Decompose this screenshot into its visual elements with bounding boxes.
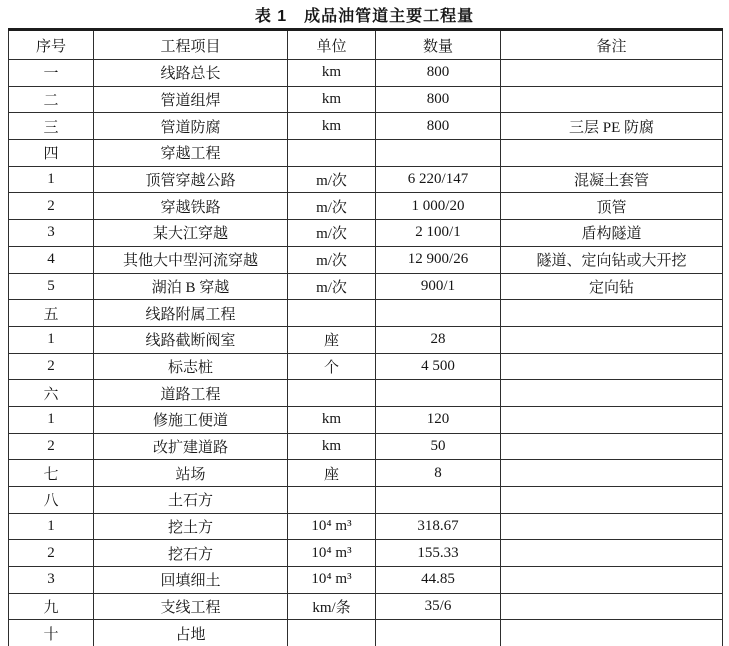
cell-qty: 120 — [376, 406, 501, 433]
table-row — [9, 326, 723, 353]
cell-note — [501, 406, 723, 433]
cell-unit — [288, 140, 376, 167]
cell-seq: 一 — [9, 60, 94, 87]
cell-unit: km — [288, 113, 376, 140]
cell-qty: 2 100/1 — [376, 220, 501, 247]
cell-unit: 个 — [288, 353, 376, 380]
engineering-quantities-table — [8, 28, 723, 646]
cell-note: 混凝土套管 — [501, 166, 723, 193]
table-row — [9, 140, 723, 167]
table-row — [9, 246, 723, 273]
cell-note: 定向钻 — [501, 273, 723, 300]
cell-item: 修施工便道 — [94, 406, 288, 433]
table-row — [9, 60, 723, 87]
header-qty: 数量 — [376, 30, 501, 60]
cell-item: 道路工程 — [94, 380, 288, 407]
cell-seq: 六 — [9, 380, 94, 407]
table-row — [9, 380, 723, 407]
cell-qty — [376, 140, 501, 167]
cell-seq: 3 — [9, 220, 94, 247]
cell-qty — [376, 300, 501, 327]
cell-item: 其他大中型河流穿越 — [94, 246, 288, 273]
cell-seq: 四 — [9, 140, 94, 167]
page-title: 表 1 成品油管道主要工程量 — [254, 8, 475, 25]
cell-unit: m/次 — [288, 273, 376, 300]
table-row — [9, 300, 723, 327]
cell-seq: 十 — [9, 620, 94, 646]
cell-note — [501, 353, 723, 380]
header-seq: 序号 — [9, 30, 94, 60]
cell-seq: 2 — [9, 353, 94, 380]
cell-seq: 1 — [9, 513, 94, 540]
cell-seq: 5 — [9, 273, 94, 300]
cell-unit: km/条 — [288, 593, 376, 620]
cell-qty: 318.67 — [376, 513, 501, 540]
cell-note — [501, 460, 723, 487]
cell-qty: 6 220/147 — [376, 166, 501, 193]
cell-unit: 10⁴ m³ — [288, 540, 376, 567]
cell-seq: 九 — [9, 593, 94, 620]
cell-qty: 50 — [376, 433, 501, 460]
table-row — [9, 113, 723, 140]
cell-unit: 10⁴ m³ — [288, 513, 376, 540]
cell-note — [501, 326, 723, 353]
cell-seq: 七 — [9, 460, 94, 487]
cell-note — [501, 567, 723, 594]
header-item: 工程项目 — [94, 30, 288, 60]
cell-qty: 28 — [376, 326, 501, 353]
cell-unit — [288, 300, 376, 327]
cell-seq: 五 — [9, 300, 94, 327]
cell-item: 站场 — [94, 460, 288, 487]
table-row — [9, 540, 723, 567]
cell-note: 顶管 — [501, 193, 723, 220]
cell-qty: 35/6 — [376, 593, 501, 620]
table-row — [9, 220, 723, 247]
table-row — [9, 166, 723, 193]
cell-item: 回填细土 — [94, 567, 288, 594]
header-unit: 单位 — [288, 30, 376, 60]
cell-note — [501, 86, 723, 113]
cell-unit: 座 — [288, 460, 376, 487]
cell-seq: 3 — [9, 567, 94, 594]
cell-unit: m/次 — [288, 246, 376, 273]
cell-seq: 二 — [9, 86, 94, 113]
cell-unit: 10⁴ m³ — [288, 567, 376, 594]
table-row — [9, 193, 723, 220]
cell-note — [501, 300, 723, 327]
cell-item: 改扩建道路 — [94, 433, 288, 460]
cell-qty: 44.85 — [376, 567, 501, 594]
cell-qty: 1 000/20 — [376, 193, 501, 220]
cell-unit: m/次 — [288, 220, 376, 247]
table-body — [9, 60, 723, 646]
table-row — [9, 593, 723, 620]
cell-note — [501, 140, 723, 167]
cell-note — [501, 513, 723, 540]
cell-item: 管道防腐 — [94, 113, 288, 140]
cell-unit: km — [288, 433, 376, 460]
table-row — [9, 86, 723, 113]
cell-note — [501, 593, 723, 620]
cell-note — [501, 380, 723, 407]
table-row — [9, 620, 723, 646]
cell-unit — [288, 487, 376, 514]
cell-seq: 2 — [9, 433, 94, 460]
cell-qty — [376, 487, 501, 514]
cell-item: 穿越工程 — [94, 140, 288, 167]
cell-item: 标志桩 — [94, 353, 288, 380]
cell-unit — [288, 380, 376, 407]
table-row — [9, 353, 723, 380]
cell-item: 湖泊 B 穿越 — [94, 273, 288, 300]
cell-seq: 八 — [9, 487, 94, 514]
table-row — [9, 513, 723, 540]
cell-qty: 800 — [376, 113, 501, 140]
cell-item: 线路总长 — [94, 60, 288, 87]
cell-note — [501, 433, 723, 460]
header-note: 备注 — [501, 30, 723, 60]
table-row — [9, 567, 723, 594]
cell-seq: 1 — [9, 326, 94, 353]
cell-seq: 1 — [9, 406, 94, 433]
cell-unit: km — [288, 86, 376, 113]
cell-qty: 8 — [376, 460, 501, 487]
cell-seq: 三 — [9, 113, 94, 140]
cell-note: 三层 PE 防腐 — [501, 113, 723, 140]
cell-note — [501, 60, 723, 87]
cell-note — [501, 620, 723, 646]
cell-qty: 12 900/26 — [376, 246, 501, 273]
cell-item: 穿越铁路 — [94, 193, 288, 220]
cell-item: 线路附属工程 — [94, 300, 288, 327]
cell-item: 挖土方 — [94, 513, 288, 540]
cell-note — [501, 487, 723, 514]
cell-qty: 800 — [376, 60, 501, 87]
table-row — [9, 487, 723, 514]
cell-item: 土石方 — [94, 487, 288, 514]
cell-seq: 4 — [9, 246, 94, 273]
cell-note — [501, 540, 723, 567]
cell-qty: 4 500 — [376, 353, 501, 380]
cell-note: 盾构隧道 — [501, 220, 723, 247]
cell-unit: m/次 — [288, 193, 376, 220]
cell-item: 某大江穿越 — [94, 220, 288, 247]
table-row — [9, 406, 723, 433]
cell-item: 挖石方 — [94, 540, 288, 567]
table-row — [9, 273, 723, 300]
cell-qty: 900/1 — [376, 273, 501, 300]
table-row — [9, 460, 723, 487]
cell-qty: 155.33 — [376, 540, 501, 567]
cell-unit: m/次 — [288, 166, 376, 193]
cell-unit: km — [288, 406, 376, 433]
header-row — [9, 30, 723, 60]
cell-item: 占地 — [94, 620, 288, 646]
cell-unit: km — [288, 60, 376, 87]
cell-item: 管道组焊 — [94, 86, 288, 113]
cell-seq: 2 — [9, 540, 94, 567]
cell-qty — [376, 620, 501, 646]
cell-item: 线路截断阀室 — [94, 326, 288, 353]
cell-item: 支线工程 — [94, 593, 288, 620]
cell-note: 隧道、定向钻或大开挖 — [501, 246, 723, 273]
cell-qty: 800 — [376, 86, 501, 113]
cell-seq: 1 — [9, 166, 94, 193]
table-row — [9, 433, 723, 460]
cell-item: 顶管穿越公路 — [94, 166, 288, 193]
cell-seq: 2 — [9, 193, 94, 220]
cell-qty — [376, 380, 501, 407]
cell-unit: 座 — [288, 326, 376, 353]
cell-unit — [288, 620, 376, 646]
